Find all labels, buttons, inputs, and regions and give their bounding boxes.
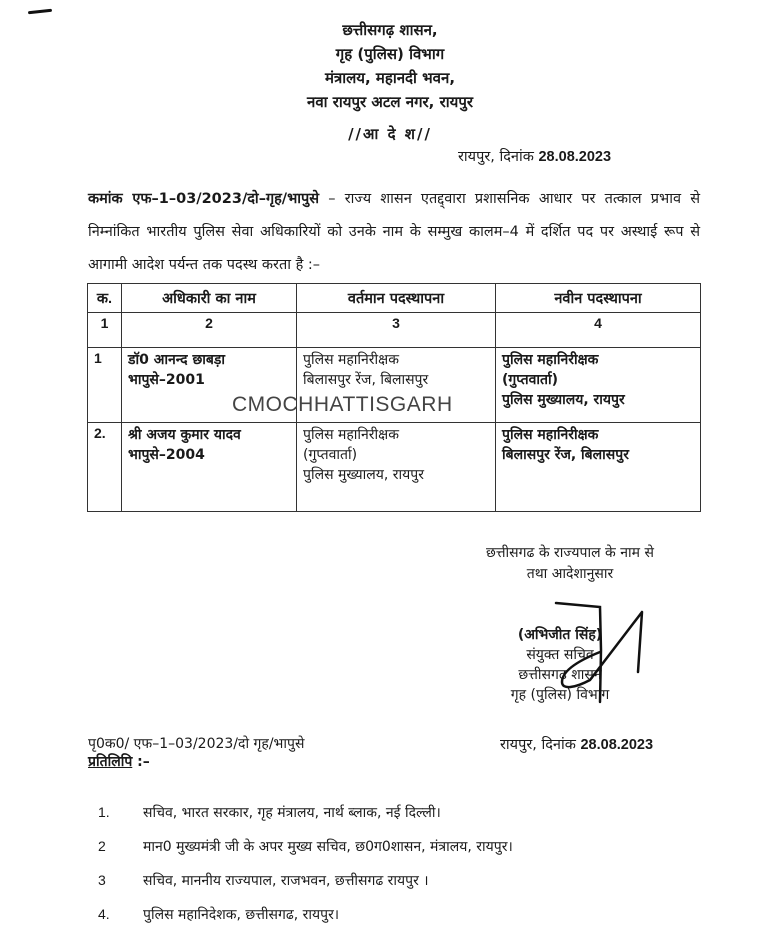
- order-date: [458, 146, 611, 166]
- list-item: [98, 795, 513, 829]
- header-officer-name: अधिकारी का नाम: [122, 284, 297, 313]
- list-item-text: सचिव, भारत सरकार, गृह मंत्रालय, नार्थ ब्लाक, नई दिल्ली।: [143, 804, 441, 821]
- list-item-number: 4.: [98, 906, 110, 922]
- endorsement-reference: पृ0क0/ एफ–1–03/2023/दो गृह/भापुसे: [88, 736, 305, 752]
- watermark: CMOCHHATTISGARH: [232, 393, 453, 416]
- letterhead-line: छत्तीसगढ़ शासन,: [342, 21, 438, 39]
- new-posting-line: पुलिस मुख्यालय, रायपुर: [502, 392, 625, 408]
- list-item: [98, 863, 513, 897]
- officer-batch: भापुसे–2004: [128, 447, 205, 463]
- list-item-number: 3: [98, 872, 106, 888]
- column-number-row: [88, 313, 701, 348]
- order-text: – राज्य शासन एतद्द्वारा प्रशासनिक आधार पर तत्काल प्रभाव से निम्नांकित भारतीय पुलिस सेवा अधिकारियों को उनके नाम के सम्मुख कालम–4 में दर्शित पद पर अस्थाई रूप से आगामी आदेश पर्यन्त तक पदस्थ करता है :–: [88, 191, 700, 273]
- handwritten-signature: [480, 590, 660, 710]
- officer-name: डॉ0 आनन्द छाबड़ा: [128, 352, 225, 368]
- endorsement-date-value: 28.08.2023: [580, 737, 654, 753]
- current-posting-line: पुलिस मुख्यालय, रायपुर: [303, 467, 424, 483]
- row-sno: 1: [88, 348, 122, 423]
- order-date-place: रायपुर, दिनांक: [458, 149, 534, 165]
- list-item-text: पुलिस महानिदेशक, छत्तीसगढ, रायपुर।: [143, 906, 340, 923]
- copy-list: [98, 795, 513, 931]
- list-item-number: 1.: [98, 804, 110, 820]
- current-posting-line: (गुप्तवार्ता): [303, 447, 358, 463]
- new-posting-line: पुलिस महानिरीक्षक: [502, 352, 599, 368]
- column-number: 2: [122, 313, 297, 348]
- officer-name-cell: [122, 423, 297, 512]
- signatory-designation: संयुक्त सचिव: [526, 647, 594, 663]
- order-date-value: 28.08.2023: [538, 149, 612, 165]
- current-posting-line: पुलिस महानिरीक्षक: [303, 352, 399, 368]
- list-item-text: मान0 मुख्यमंत्री जी के अपर मुख्य सचिव, छ0ग0शासन, मंत्रालय, रायपुर।: [143, 838, 513, 855]
- current-posting-line: बिलासपुर रेंज, बिलासपुर: [303, 372, 429, 388]
- letterhead-line: गृह (पुलिस) विभाग: [335, 45, 445, 63]
- order-reference: कमांक एफ–1–03/2023/दो–गृह/भापुसे: [88, 191, 320, 207]
- endorsement-date-place: रायपुर, दिनांक: [500, 737, 576, 753]
- header-sno: क.: [88, 284, 122, 313]
- column-number: 4: [496, 313, 701, 348]
- signatory-name: (अभिजीत सिंह): [517, 627, 603, 643]
- order-title: //आ दे श//: [348, 125, 432, 143]
- governor-line: छत्तीसगढ के राज्यपाल के नाम से: [486, 545, 654, 561]
- letterhead-line: नवा रायपुर अटल नगर, रायपुर: [307, 93, 473, 111]
- table-row: [88, 423, 701, 512]
- endorsement-date: [500, 734, 653, 754]
- copy-suffix: :–: [132, 754, 150, 770]
- new-posting-cell: [496, 423, 701, 512]
- signatory-office: छत्तीसगढ शासन: [518, 667, 602, 683]
- letterhead-line: मंत्रालय, महानदी भवन,: [324, 69, 456, 87]
- new-posting-line: बिलासपुर रेंज, बिलासपुर: [502, 447, 629, 463]
- list-item: [98, 829, 513, 863]
- list-item: [98, 897, 513, 931]
- column-number: 3: [297, 313, 496, 348]
- header-current-posting: वर्तमान पदस्थापना: [297, 284, 496, 313]
- table-header-row: [88, 284, 701, 313]
- current-posting-cell: [297, 423, 496, 512]
- list-item-text: सचिव, माननीय राज्यपाल, राजभवन, छत्तीसगढ रायपुर ।: [143, 872, 429, 889]
- list-item-number: 2: [98, 838, 106, 854]
- signatory-department: गृह (पुलिस) विभाग: [510, 687, 610, 703]
- header-new-posting: नवीन पदस्थापना: [496, 284, 701, 313]
- officer-name: श्री अजय कुमार यादव: [128, 427, 241, 443]
- order-paragraph: [88, 183, 700, 282]
- new-posting-line: (गुप्तवार्ता): [502, 372, 558, 388]
- officer-batch: भापुसे–2001: [128, 372, 205, 388]
- row-sno: 2.: [88, 423, 122, 512]
- pen-mark: [28, 9, 52, 14]
- current-posting-line: पुलिस महानिरीक्षक: [303, 427, 399, 443]
- letterhead: [0, 18, 780, 114]
- new-posting-cell: [496, 348, 701, 423]
- new-posting-line: पुलिस महानिरीक्षक: [502, 427, 599, 443]
- copy-label: प्रतिलिपि: [88, 754, 133, 770]
- governor-line: तथा आदेशानुसार: [526, 566, 614, 582]
- column-number: 1: [88, 313, 122, 348]
- copy-heading: [88, 752, 150, 771]
- governor-authority: [420, 543, 720, 585]
